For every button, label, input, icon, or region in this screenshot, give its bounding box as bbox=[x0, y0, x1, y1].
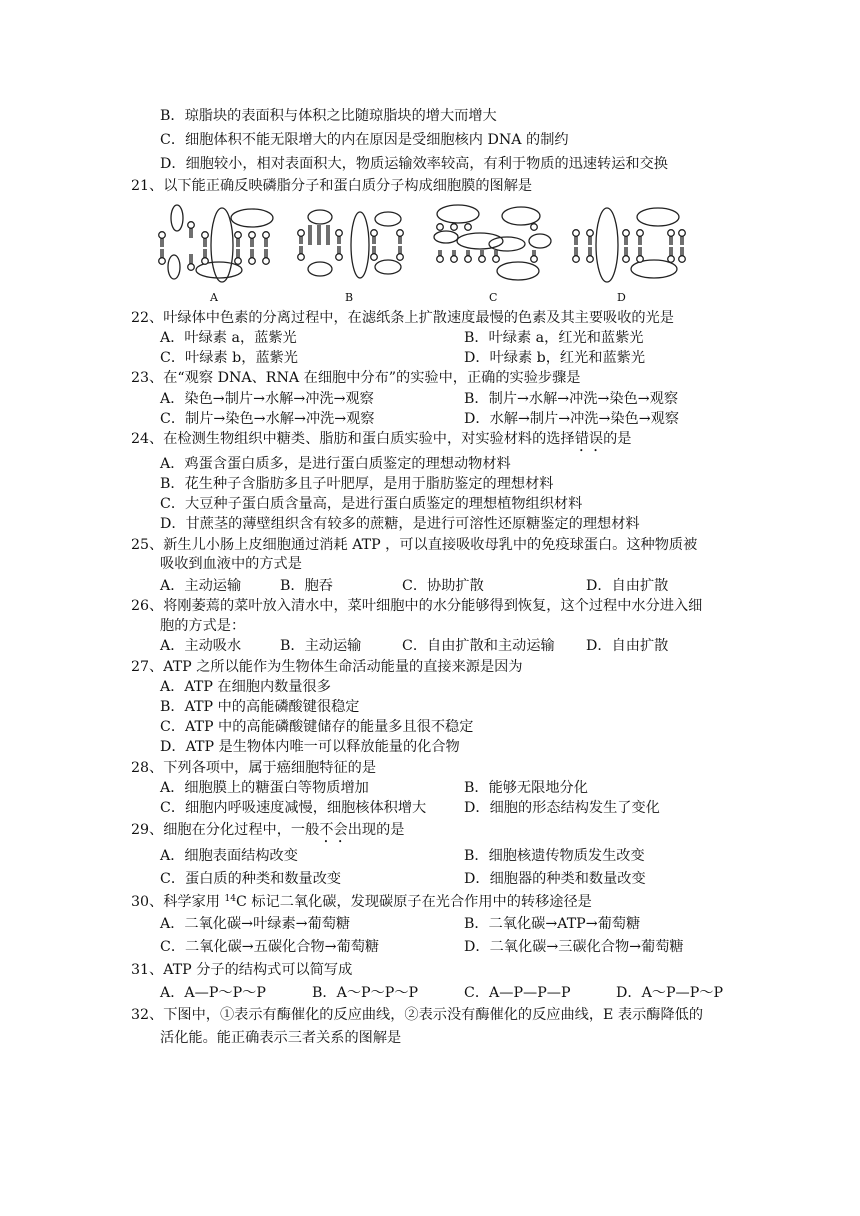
q23-option-a: A．染色→制片→水解→冲洗→观察 bbox=[160, 391, 374, 407]
q30-isotope-superscript: 14 bbox=[224, 894, 236, 904]
q30-option-b: B．二氧化碳→ATP→葡萄糖 bbox=[464, 916, 641, 932]
q21-stem: 21、以下能正确反映磷脂分子和蛋白质分子构成细胞膜的图解是 bbox=[131, 178, 533, 194]
q26-option-c: C．自由扩散和主动运输 bbox=[402, 638, 555, 654]
q25-option-b: B．胞吞 bbox=[280, 578, 333, 594]
q22-option-d: D．叶绿素 b，红光和蓝紫光 bbox=[464, 350, 646, 366]
q26-option-b: B．主动运输 bbox=[280, 638, 362, 654]
q29-stem-emphasis: 不会 bbox=[319, 822, 348, 838]
q27-option-a: A．ATP 在细胞内数量很多 bbox=[160, 679, 331, 695]
q27-option-b: B．ATP 中的高能磷酸键很稳定 bbox=[160, 699, 360, 715]
q24-option-c: C．大豆种子蛋白质含量高，是进行蛋白质鉴定的理想植物组织材料 bbox=[160, 496, 583, 512]
diagram-label-d: D bbox=[617, 291, 626, 304]
q29-option-c: C．蛋白质的种类和数量改变 bbox=[160, 871, 342, 887]
q25-option-a: A．主动运输 bbox=[160, 578, 242, 594]
q29-option-b: B．细胞核遗传物质发生改变 bbox=[464, 848, 645, 864]
q20-option-c: C．细胞体积不能无限增大的内在原因是受细胞核内 DNA 的制约 bbox=[160, 132, 569, 148]
q24-option-b: B．花生种子含脂肪多且子叶肥厚，是用于脂肪鉴定的理想材料 bbox=[160, 476, 554, 492]
q23-option-c: C．制片→染色→水解→冲洗→观察 bbox=[160, 411, 375, 427]
q28-stem: 28、下列各项中，属于癌细胞特征的是 bbox=[131, 760, 377, 776]
q23-option-d: D．水解→制片→冲洗→染色→观察 bbox=[464, 411, 679, 427]
membrane-diagram-a bbox=[150, 203, 280, 283]
q22-option-b: B．叶绿素 a，红光和蓝紫光 bbox=[464, 330, 644, 346]
diagram-label-c: C bbox=[489, 291, 498, 304]
q31-option-d: D．A～P—P～P bbox=[616, 985, 724, 1001]
q24-option-a: A．鸡蛋含蛋白质多，是进行蛋白质鉴定的理想动物材料 bbox=[160, 456, 511, 472]
q20-option-d: D．细胞较小，相对表面积大，物质运输效率较高，有利于物质的迅速转运和交换 bbox=[160, 156, 668, 172]
q26-option-d: D．自由扩散 bbox=[586, 638, 669, 654]
q28-option-b: B．能够无限地分化 bbox=[464, 780, 588, 796]
membrane-diagram-d bbox=[566, 203, 688, 283]
q24-stem-pre: 24、在检测生物组织中糖类、脂肪和蛋白质实验中，对实验材料的选择 bbox=[131, 431, 575, 447]
q30-stem bbox=[131, 893, 592, 911]
q29-stem bbox=[131, 821, 404, 846]
q29-stem-post: 出现的是 bbox=[347, 822, 405, 838]
q30-option-a: A．二氧化碳→叶绿素→葡萄糖 bbox=[160, 916, 351, 932]
q29-option-a: A．细胞表面结构改变 bbox=[160, 848, 298, 864]
diagram-label-b: B bbox=[345, 291, 354, 304]
membrane-diagram-b bbox=[292, 203, 407, 283]
q24-stem-emphasis: 错误 bbox=[574, 431, 604, 447]
q27-stem: 27、ATP 之所以能作为生物体生命活动能量的直接来源是因为 bbox=[131, 659, 523, 675]
q26-stem-line2: 胞的方式是： bbox=[160, 618, 246, 634]
q23-stem: 23、在“观察 DNA、RNA 在细胞中分布”的实验中，正确的实验步骤是 bbox=[131, 370, 581, 386]
q32-stem-line2: 活化能。能正确表示三者关系的图解是 bbox=[160, 1030, 402, 1046]
q31-option-c: C．A—P—P—P bbox=[464, 985, 571, 1001]
q30-stem-post: C 标记二氧化碳，发现碳原子在光合作用中的转移途径是 bbox=[235, 894, 592, 910]
q20-option-b: B．琼脂块的表面积与体积之比随琼脂块的增大而增大 bbox=[160, 108, 497, 124]
diagram-label-a: A bbox=[210, 291, 218, 304]
q28-option-c: C．细胞内呼吸速度减慢，细胞核体积增大 bbox=[160, 800, 427, 816]
q25-option-d: D．自由扩散 bbox=[586, 578, 669, 594]
q28-option-a: A．细胞膜上的糖蛋白等物质增加 bbox=[160, 780, 369, 796]
q22-option-a: A．叶绿素 a，蓝紫光 bbox=[160, 330, 297, 346]
q23-option-b: B．制片→水解→冲洗→染色→观察 bbox=[464, 391, 679, 407]
q26-stem-line1: 26、将刚萎蔫的菜叶放入清水中，菜叶细胞中的水分能够得到恢复，这个过程中水分进入细 bbox=[131, 598, 703, 614]
q27-option-d: D．ATP 是生物体内唯一可以释放能量的化合物 bbox=[160, 739, 460, 755]
q25-stem-line2: 吸收到血液中的方式是 bbox=[160, 556, 302, 572]
q28-option-d: D．细胞的形态结构发生了变化 bbox=[464, 800, 660, 816]
q31-option-b: B．A～P～P～P bbox=[312, 985, 419, 1001]
q29-option-d: D．细胞器的种类和数量改变 bbox=[464, 871, 646, 887]
q31-option-a: A．A—P～P～P bbox=[160, 985, 266, 1001]
q30-stem-pre: 30、科学家用 bbox=[131, 894, 225, 910]
q24-stem bbox=[131, 430, 631, 455]
q22-option-c: C．叶绿素 b，蓝紫光 bbox=[160, 350, 298, 366]
membrane-diagram-c bbox=[430, 203, 555, 283]
q31-stem: 31、ATP 分子的结构式可以简写成 bbox=[131, 962, 353, 978]
q26-option-a: A．主动吸水 bbox=[160, 638, 242, 654]
q25-option-c: C．协助扩散 bbox=[402, 578, 484, 594]
q27-option-c: C．ATP 中的高能磷酸键储存的能量多且很不稳定 bbox=[160, 719, 474, 735]
q29-stem-pre: 29、细胞在分化过程中，一般 bbox=[131, 822, 320, 838]
q32-stem-line1: 32、下图中，①表示有酶催化的反应曲线，②表示没有酶催化的反应曲线，E 表示酶降低的 bbox=[131, 1007, 704, 1023]
q30-option-d: D．二氧化碳→三碳化合物→葡萄糖 bbox=[464, 939, 684, 955]
q24-option-d: D．甘蔗茎的薄壁组织含有较多的蔗糖，是进行可溶性还原糖鉴定的理想材料 bbox=[160, 516, 640, 532]
q30-option-c: C．二氧化碳→五碳化合物→葡萄糖 bbox=[160, 939, 380, 955]
q24-stem-post: 的是 bbox=[603, 431, 632, 447]
q25-stem-line1: 25、新生儿小肠上皮细胞通过消耗 ATP ，可以直接吸收母乳中的免疫球蛋白。这种物质被 bbox=[131, 537, 698, 553]
q22-stem: 22、叶绿体中色素的分离过程中，在滤纸条上扩散速度最慢的色素及其主要吸收的光是 bbox=[131, 310, 674, 326]
